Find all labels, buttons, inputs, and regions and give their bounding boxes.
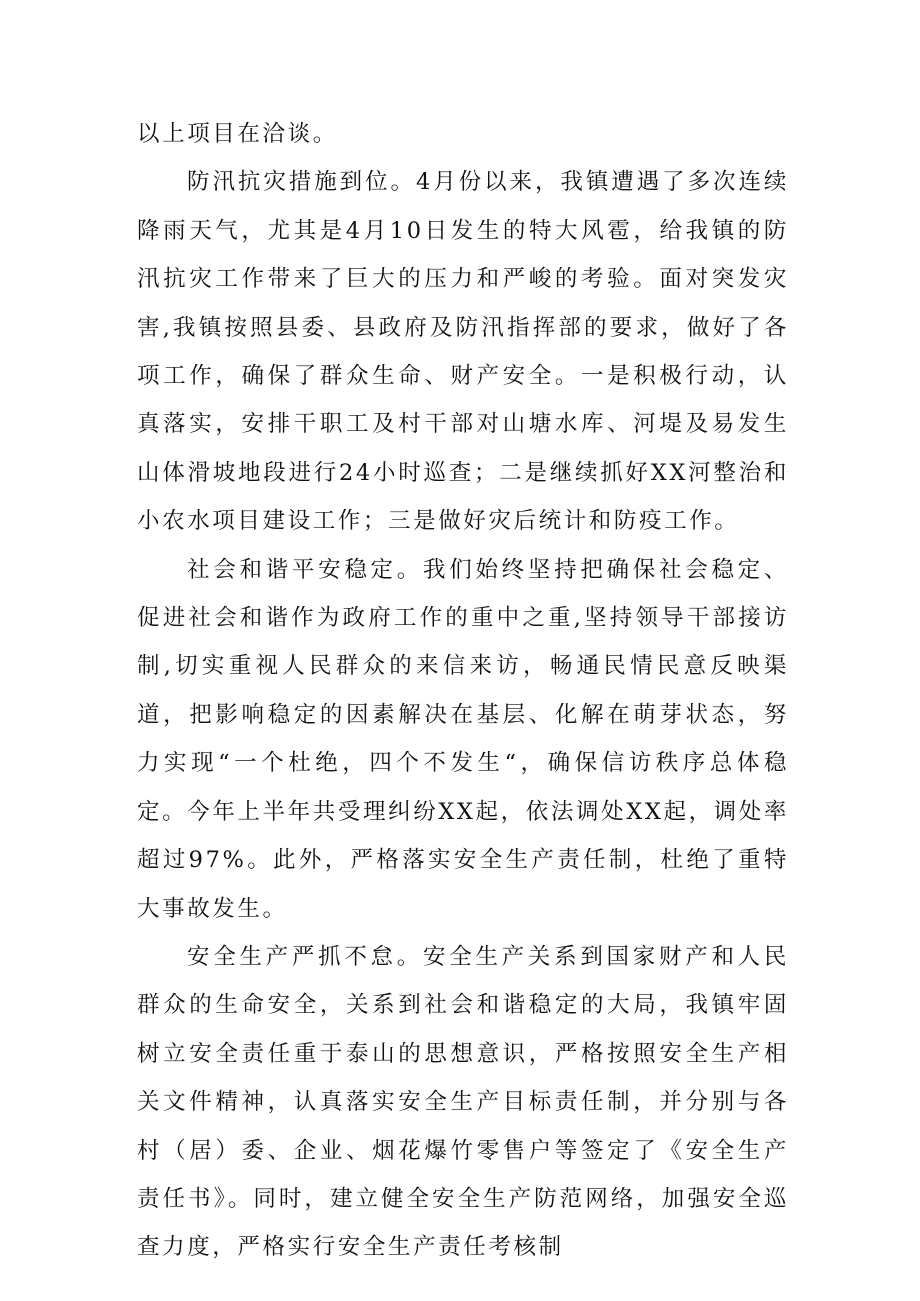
paragraph-work-safety: 安全生产严抓不怠。安全生产关系到国家财产和人民群众的生命安全，关系到社会和谐稳定的大局，我镇牢固树立安全责任重于泰山的思想意识，严格按照安全生产相关文件精神，认真落实安全生产目标责任制，并分别与各村（居）委、企业、烟花爆竹零售户等签定了《安全生产责任书》。同时，建立健全安全生产防范网络，加强安全巡查力度，严格实行安全生产责任考核制 (137, 943, 789, 1261)
document-body (137, 110, 789, 1272)
paragraph-flood-prevention: 防汛抗灾措施到位。4月份以来，我镇遭遇了多次连续降雨天气，尤其是4月10日发生的特大风雹，给我镇的防汛抗灾工作带来了巨大的压力和严峻的考验。面对突发灾害,我镇按照县委、县政府及防汛指挥部的要求，做好了各项工作，确保了群众生命、财产安全。一是积极行动，认真落实，安排干职工及村干部对山塘水库、河堤及易发生山体滑坡地段进行24小时巡查；二是继续抓好XX河整治和小农水项目建设工作；三是做好灾后统计和防疫工作。 (137, 169, 789, 535)
paragraph-continued: 以上项目在洽谈。 (137, 121, 338, 147)
paragraph-social-harmony: 社会和谐平安稳定。我们始终坚持把确保社会稳定、促进社会和谐作为政府工作的重中之重,坚持领导干部接访制,切实重视人民群众的来信来访，畅通民情民意反映渠道，把影响稳定的因素解决在基层、化解在萌芽状态，努力实现“一个杜绝，四个不发生“，确保信访秩序总体稳定。今年上半年共受理纠纷XX起，依法调处XX起，调处率超过97%。此外，严格落实安全生产责任制，杜绝了重特大事故发生。 (137, 556, 789, 922)
